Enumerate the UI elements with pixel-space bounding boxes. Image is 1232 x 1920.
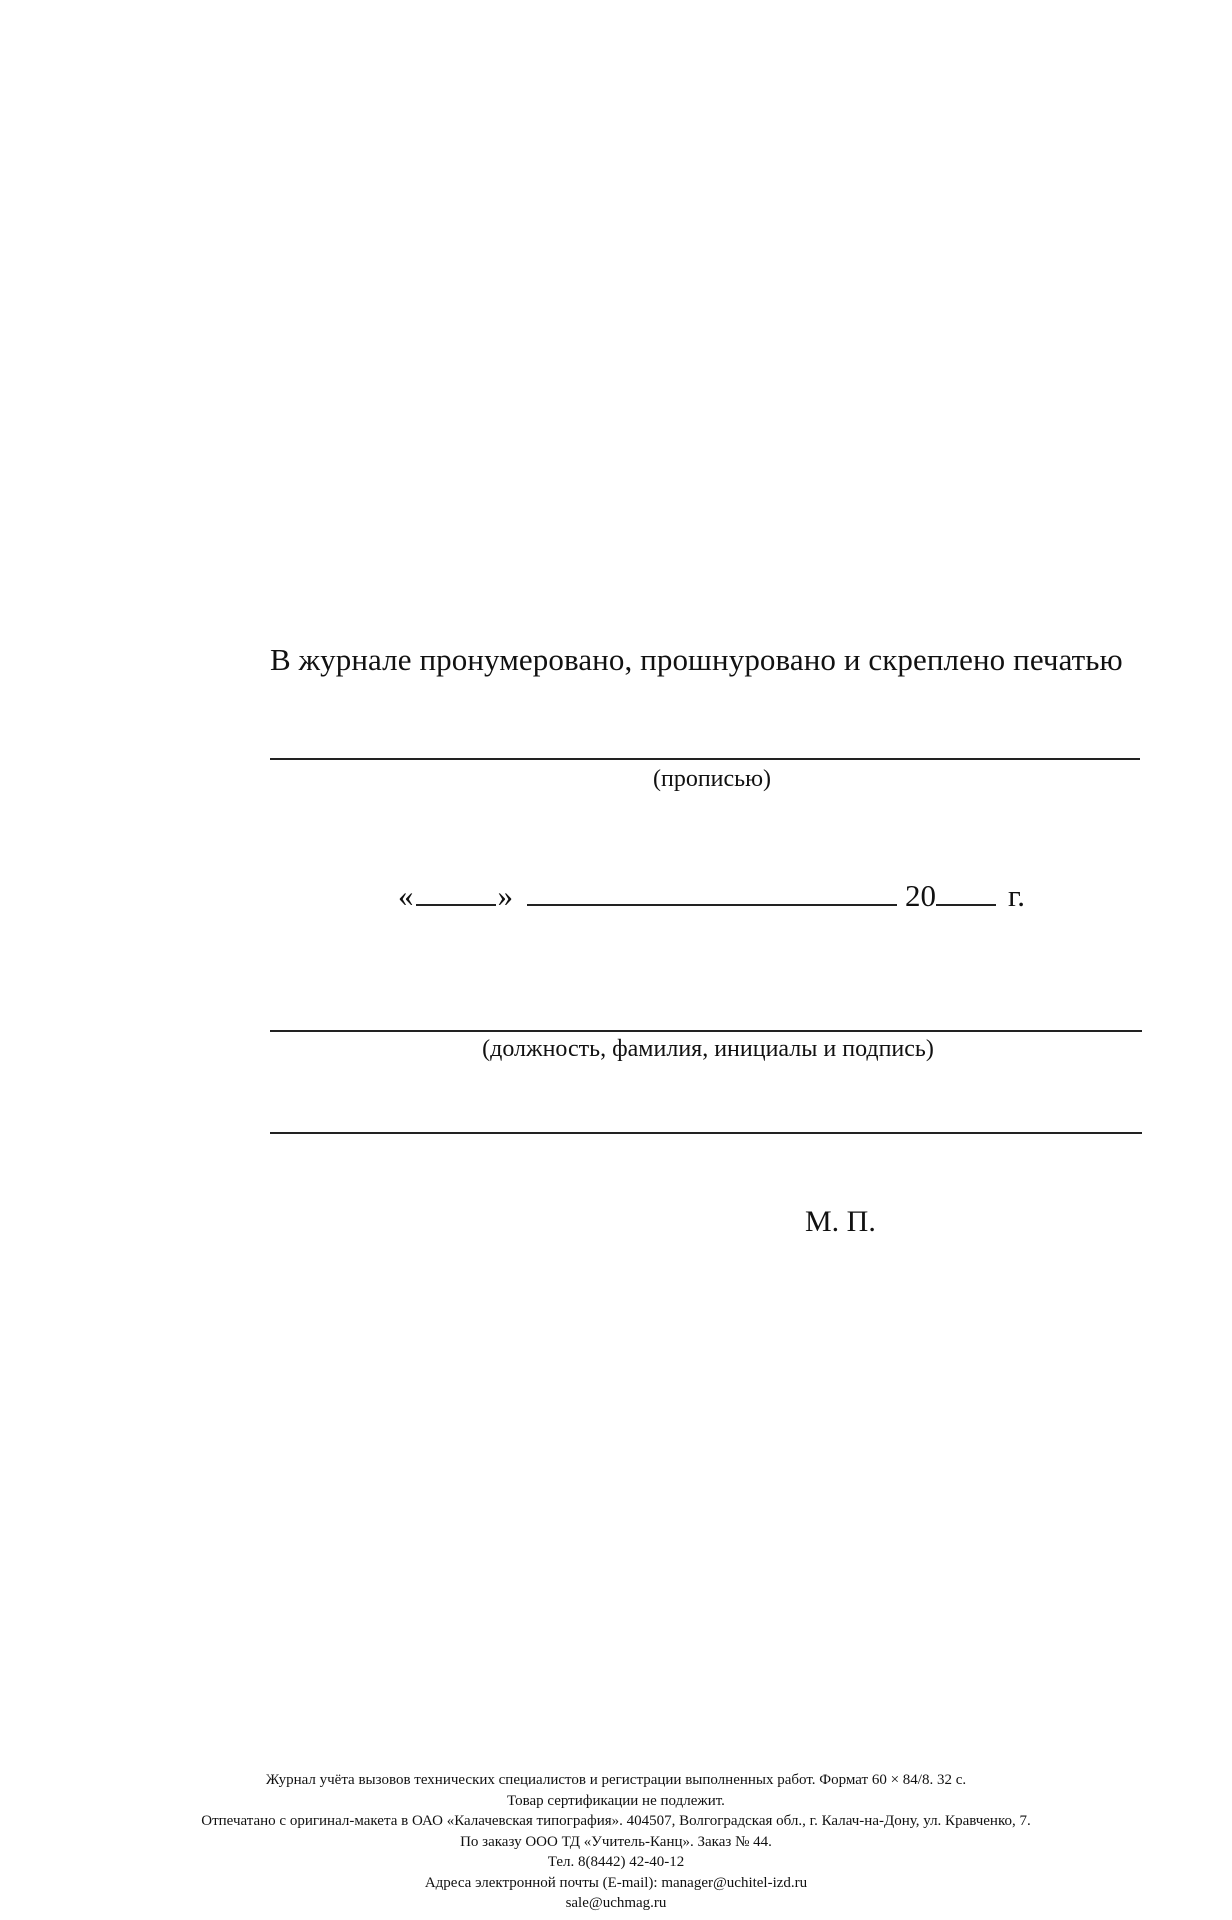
stamp-place-label: М. П.: [805, 1205, 876, 1238]
colophon-line: Отпечатано с оригинал-макета в ОАО «Калачевская типография». 404507, Волгоградская обл., г. Калач-на-Дону, ул. Кравченко, 7.: [201, 1813, 1031, 1829]
colophon-line: Журнал учёта вызовов технических специалистов и регистрации выполненных работ. Формат 60 × 84/8. 32 с.: [265, 1772, 967, 1788]
date-line: [398, 878, 1025, 914]
year-suffix: г.: [1008, 878, 1025, 913]
date-close-quote: »: [497, 878, 513, 913]
date-open-quote: «: [398, 878, 414, 913]
colophon-line: Товар сертификации не подлежит.: [507, 1792, 725, 1809]
colophon-line: По заказу ООО ТД «Учитель-Канц». Заказ № 44.: [460, 1833, 772, 1850]
day-blank: [416, 878, 496, 906]
year-blank: [936, 878, 996, 906]
colophon: [0, 1770, 1232, 1914]
signature-line: [270, 1030, 1142, 1032]
journal-certification-heading: В журнале пронумеровано, прошнуровано и скреплено печатью: [270, 642, 1123, 677]
month-blank: [527, 878, 897, 906]
written-count-caption: (прописью): [652, 766, 772, 792]
colophon-line: Тел. 8(8442) 42-40-12: [547, 1854, 685, 1870]
year-prefix: 20: [905, 878, 936, 913]
colophon-line: Адреса электронной почты (E-mail): manager@uchitel-izd.ru: [424, 1874, 808, 1891]
written-count-line: [270, 758, 1140, 760]
signature-caption: (должность, фамилия, инициалы и подпись): [482, 1036, 934, 1062]
colophon-line: sale@uchmag.ru: [565, 1895, 667, 1911]
extra-signature-line: [270, 1132, 1142, 1134]
